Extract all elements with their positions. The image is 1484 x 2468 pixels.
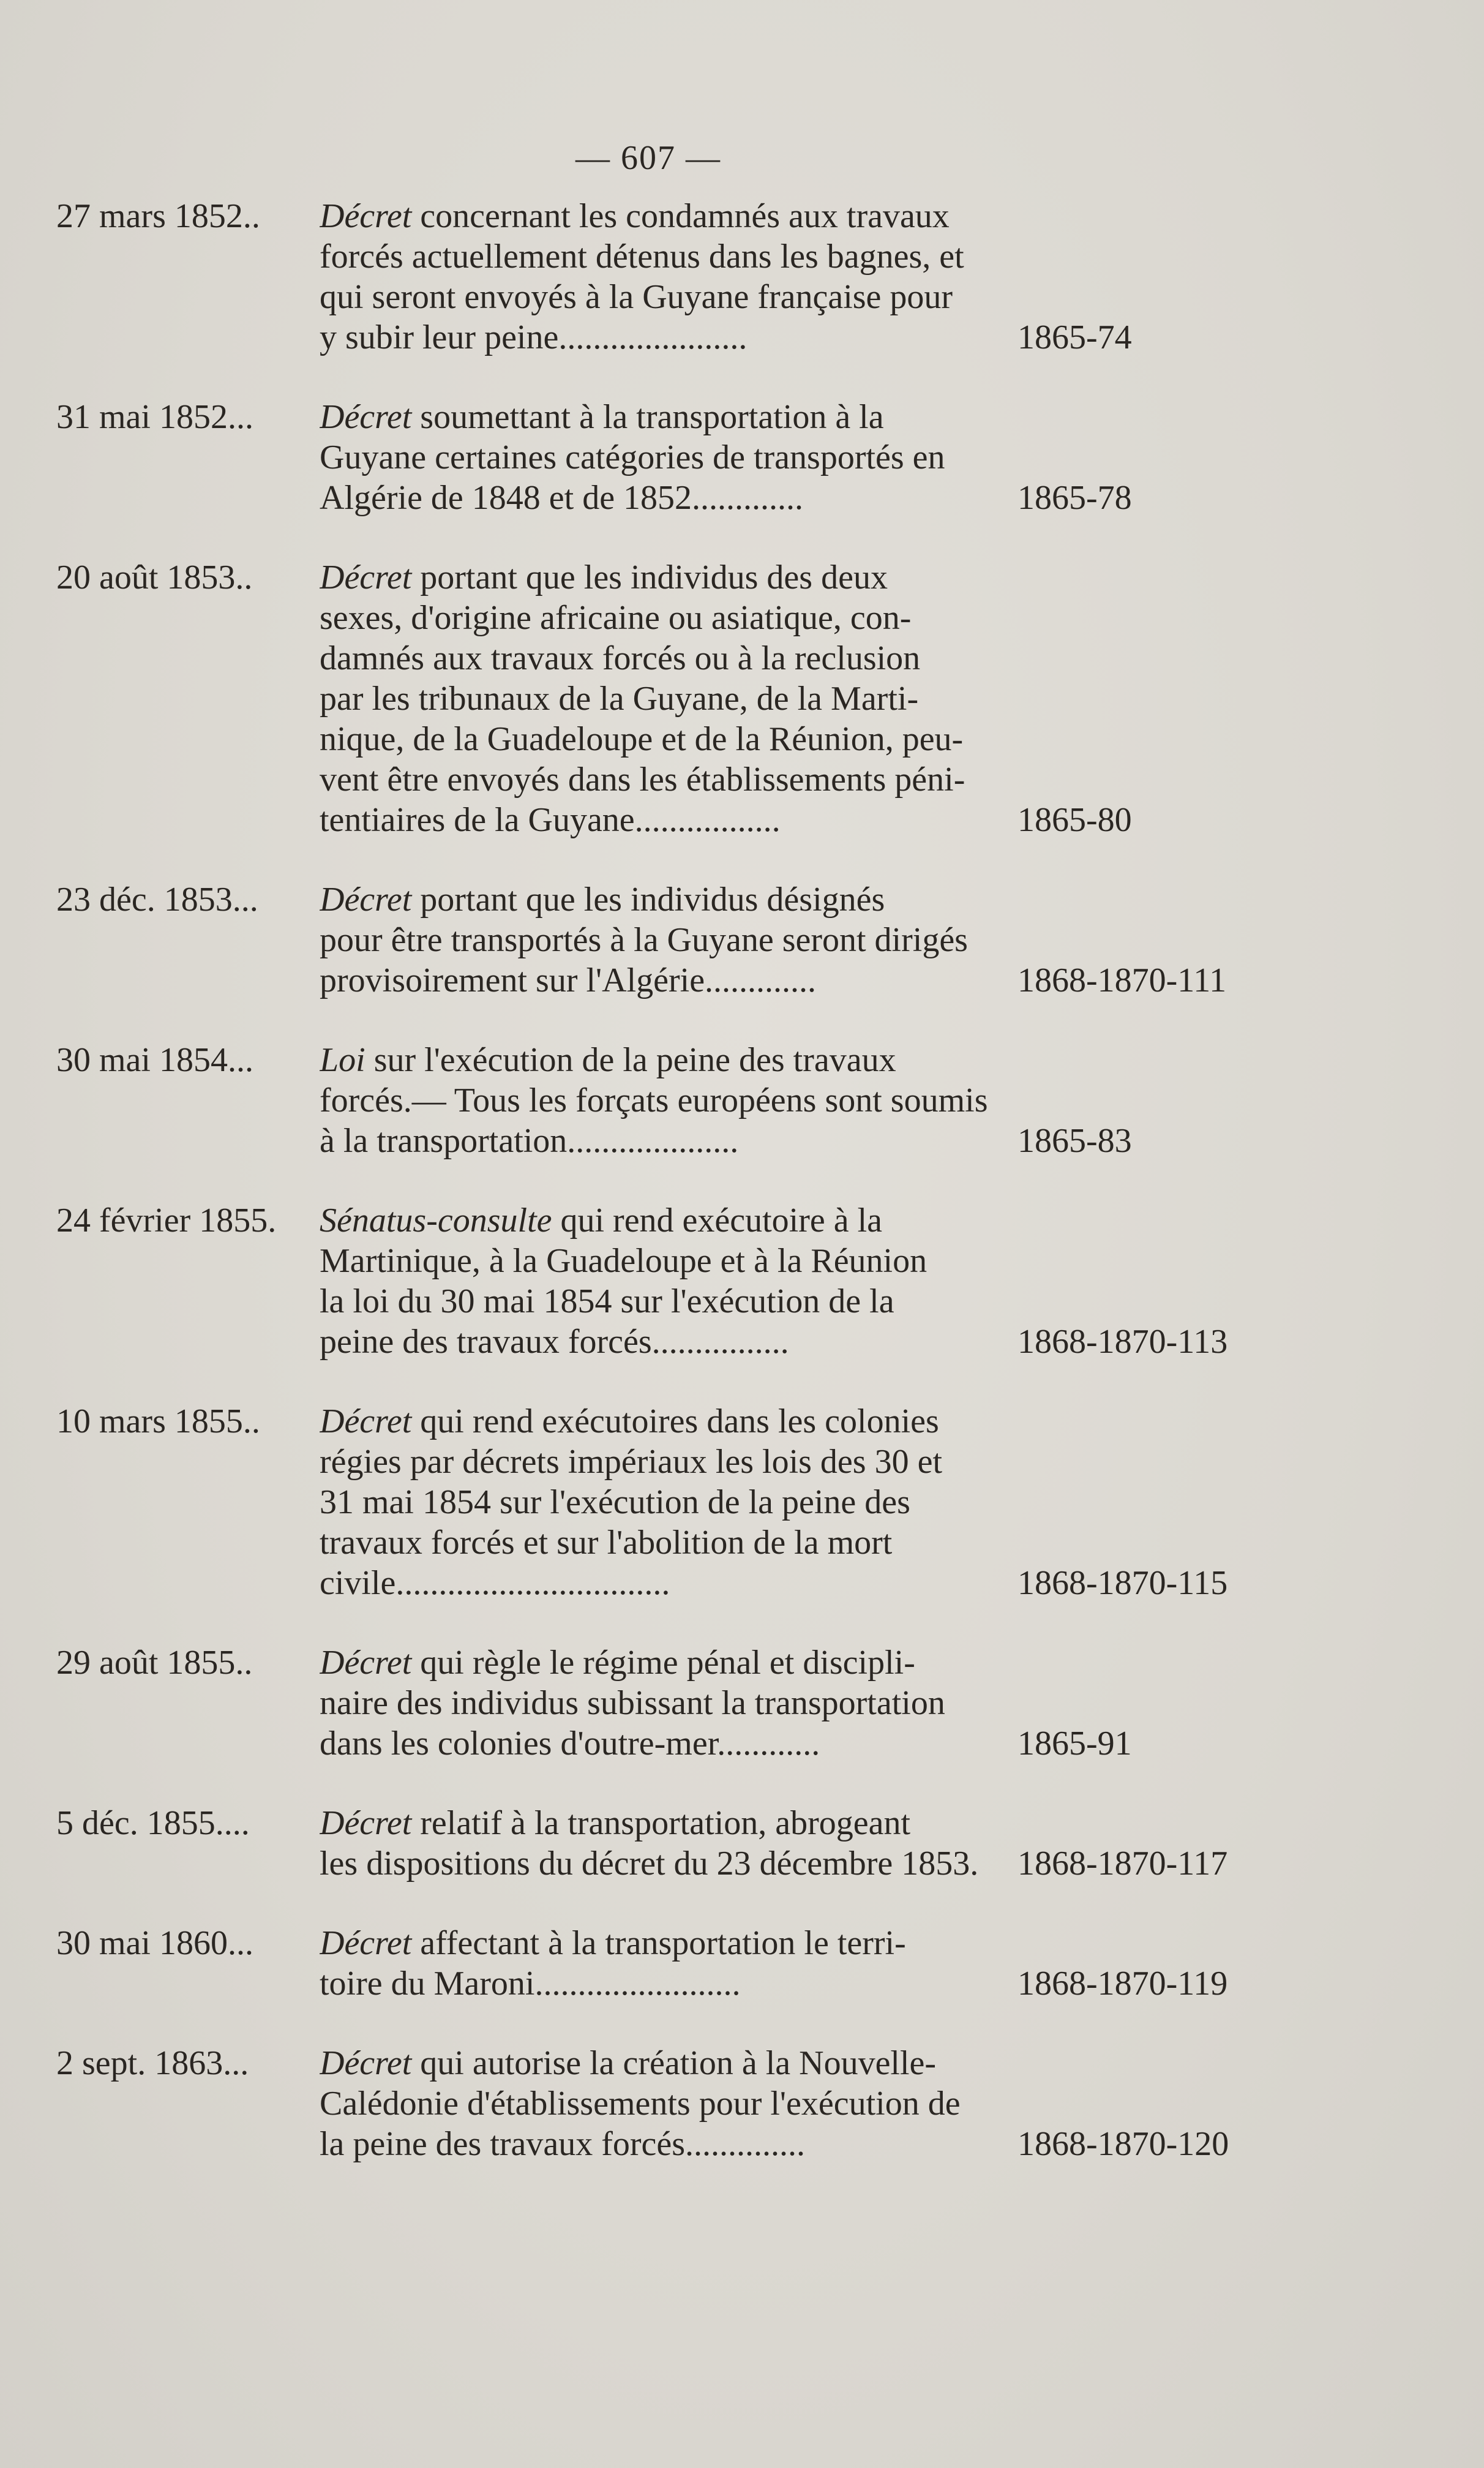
entry-line-text: soumettant à la transportation à la — [411, 398, 884, 436]
entry-line-text: Martinique, à la Guadeloupe et à la Réunion — [320, 1242, 928, 1280]
entry-line — [320, 2083, 1054, 2124]
entry-line-text: concernant les condamnés aux travaux — [411, 197, 950, 235]
entry-date: 5 déc. 1855.... — [56, 1804, 250, 1842]
list-item — [56, 557, 1281, 840]
entry-line — [320, 1923, 1054, 1963]
entry-line — [320, 638, 1054, 679]
entry-line — [320, 1080, 1054, 1121]
entry-lead: Sénatus-consulte — [320, 1202, 552, 1240]
entry-line — [320, 1563, 1054, 1603]
entry-lead: Décret — [320, 197, 412, 235]
entry-line-text: forcés.— Tous les forçats européens sont soumis — [320, 1082, 988, 1119]
entry-text — [320, 397, 1054, 518]
entry-line — [320, 2124, 1054, 2164]
entry-line-text: pour être transportés à la Guyane seront dirigés — [320, 921, 968, 959]
entry-line — [320, 277, 1054, 317]
entry-line — [320, 1322, 1054, 1362]
entry-line-text: damnés aux travaux forcés ou à la reclusion — [320, 639, 921, 677]
entry-reference: 1868-1870-113 — [1017, 1323, 1228, 1361]
entry-line-text: naire des individus subissant la transportation — [320, 1684, 945, 1722]
entry-line — [320, 1482, 1054, 1522]
entry-line-text: travaux forcés et sur l'abolition de la mort — [320, 1524, 893, 1562]
entry-line-text: dans les colonies d'outre-mer............ — [320, 1725, 820, 1763]
entry-line — [320, 719, 1054, 759]
list-item — [56, 196, 1281, 358]
entry-line-text: qui rend exécutoire à la — [552, 1202, 883, 1240]
entry-line-text: nique, de la Guadeloupe et de la Réunion, peu- — [320, 720, 964, 758]
entry-line-text: qui rend exécutoires dans les colonies — [411, 1402, 939, 1440]
entry-text — [320, 879, 1054, 1001]
entry-line-text: la peine des travaux forcés.............. — [320, 2125, 806, 2163]
entry-line — [320, 879, 1054, 920]
entry-date: 2 sept. 1863... — [56, 2044, 249, 2082]
entry-line-text: y subir leur peine...................... — [320, 318, 748, 356]
entry-lead: Décret — [320, 559, 412, 596]
list-item — [56, 879, 1281, 1001]
entry-reference: 1865-80 — [1017, 801, 1132, 839]
entry-reference: 1868-1870-117 — [1017, 1845, 1228, 1883]
entry-line-text: tentiaires de la Guyane................. — [320, 801, 781, 839]
entry-line-text: la loi du 30 mai 1854 sur l'exécution de la — [320, 1282, 894, 1320]
entry-text — [320, 1401, 1054, 1603]
entry-text — [320, 1923, 1054, 2004]
entry-date: 29 août 1855.. — [56, 1644, 253, 1682]
entry-text — [320, 196, 1054, 358]
entry-line — [320, 679, 1054, 719]
entry-line-text: qui règle le régime pénal et discipli- — [411, 1644, 915, 1682]
entry-line — [320, 1683, 1054, 1723]
entry-line — [320, 437, 1054, 478]
entry-line — [320, 2043, 1054, 2083]
entry-reference: 1865-78 — [1017, 479, 1132, 517]
entries-list — [56, 196, 1281, 2203]
entry-line-text: forcés actuellement détenus dans les bagnes, et — [320, 238, 964, 276]
list-item — [56, 1401, 1281, 1603]
entry-reference: 1868-1870-120 — [1017, 2125, 1229, 2163]
entry-line-text: Guyane certaines catégories de transportés en — [320, 438, 945, 476]
list-item — [56, 1923, 1281, 2004]
entry-line — [320, 1843, 1054, 1884]
entry-date: 24 février 1855. — [56, 1202, 277, 1240]
entry-line — [320, 920, 1054, 960]
entry-date: 27 mars 1852.. — [56, 197, 260, 235]
entry-line — [320, 1401, 1054, 1442]
entry-reference: 1868-1870-119 — [1017, 1965, 1228, 2003]
entry-line — [320, 1522, 1054, 1563]
entry-line — [320, 1040, 1054, 1080]
entry-reference: 1865-83 — [1017, 1122, 1132, 1160]
entry-line-text: relatif à la transportation, abrogeant — [411, 1804, 911, 1842]
entry-line — [320, 557, 1054, 598]
entry-lead: Décret — [320, 398, 412, 436]
entry-line — [320, 960, 1054, 1001]
entry-line — [320, 1963, 1054, 2004]
entry-line-text: à la transportation.................... — [320, 1122, 739, 1160]
list-item — [56, 1803, 1281, 1884]
entry-lead: Décret — [320, 1804, 412, 1842]
entry-line — [320, 1642, 1054, 1683]
entry-line — [320, 478, 1054, 518]
entry-line — [320, 397, 1054, 437]
entry-line — [320, 1200, 1054, 1241]
entry-date: 23 déc. 1853... — [56, 881, 258, 919]
list-item — [56, 1040, 1281, 1161]
entry-text — [320, 2043, 1054, 2164]
entry-line-text: sur l'exécution de la peine des travaux — [365, 1041, 896, 1079]
entry-lead: Loi — [320, 1041, 365, 1079]
entry-line — [320, 1803, 1054, 1843]
entry-line — [320, 598, 1054, 638]
entry-text — [320, 1040, 1054, 1161]
entry-line-text: affectant à la transportation le terri- — [411, 1924, 906, 1962]
entry-line — [320, 317, 1054, 358]
entry-text — [320, 1642, 1054, 1764]
entry-date: 30 mai 1854... — [56, 1041, 253, 1079]
entry-date: 20 août 1853.. — [56, 559, 253, 596]
entry-lead: Décret — [320, 1402, 412, 1440]
entry-line — [320, 1241, 1054, 1281]
entry-line-text: sexes, d'origine africaine ou asiatique, con- — [320, 599, 912, 637]
entry-line-text: peine des travaux forcés................ — [320, 1323, 789, 1361]
entry-reference: 1865-91 — [1017, 1725, 1132, 1763]
entry-line-text: vent être envoyés dans les établissements péni- — [320, 761, 965, 799]
list-item — [56, 2043, 1281, 2164]
entry-date: 30 mai 1860... — [56, 1924, 253, 1962]
entry-line-text: qui seront envoyés à la Guyane française pour — [320, 278, 953, 316]
entry-line — [320, 759, 1054, 800]
entry-lead: Décret — [320, 881, 412, 919]
page-number: — 607 — — [575, 139, 721, 177]
entry-line — [320, 1442, 1054, 1482]
entry-text — [320, 557, 1054, 840]
entry-date: 10 mars 1855.. — [56, 1402, 260, 1440]
entry-line — [320, 1121, 1054, 1161]
entry-text — [320, 1803, 1054, 1884]
entry-lead: Décret — [320, 1644, 412, 1682]
entry-lead: Décret — [320, 1924, 412, 1962]
list-item — [56, 1200, 1281, 1362]
entry-line-text: Algérie de 1848 et de 1852............. — [320, 479, 804, 517]
entry-reference: 1868-1870-115 — [1017, 1564, 1228, 1602]
entry-line-text: civile................................ — [320, 1564, 670, 1602]
entry-line — [320, 236, 1054, 277]
entry-text — [320, 1200, 1054, 1362]
entry-line — [320, 1281, 1054, 1322]
entry-line-text: qui autorise la création à la Nouvelle- — [411, 2044, 937, 2082]
entry-line-text: les dispositions du décret du 23 décembre 1853. — [320, 1845, 979, 1883]
entry-line — [320, 800, 1054, 840]
entry-line-text: par les tribunaux de la Guyane, de la Marti- — [320, 680, 919, 718]
entry-date: 31 mai 1852... — [56, 398, 253, 436]
entry-line-text: régies par décrets impériaux les lois des 30 et — [320, 1443, 942, 1481]
entry-line-text: portant que les individus des deux — [411, 559, 888, 596]
entry-line — [320, 1723, 1054, 1764]
entry-lead: Décret — [320, 2044, 412, 2082]
entry-reference: 1868-1870-111 — [1017, 961, 1227, 999]
entry-line-text: portant que les individus désignés — [411, 881, 885, 919]
entry-reference: 1865-74 — [1017, 318, 1132, 356]
list-item — [56, 1642, 1281, 1764]
entry-line-text: 31 mai 1854 sur l'exécution de la peine des — [320, 1483, 910, 1521]
entry-line-text: toire du Maroni........................ — [320, 1965, 741, 2003]
list-item — [56, 397, 1281, 518]
entry-line-text: Calédonie d'établissements pour l'exécution de — [320, 2085, 961, 2123]
entry-line — [320, 196, 1054, 236]
entry-line-text: provisoirement sur l'Algérie............. — [320, 961, 817, 999]
